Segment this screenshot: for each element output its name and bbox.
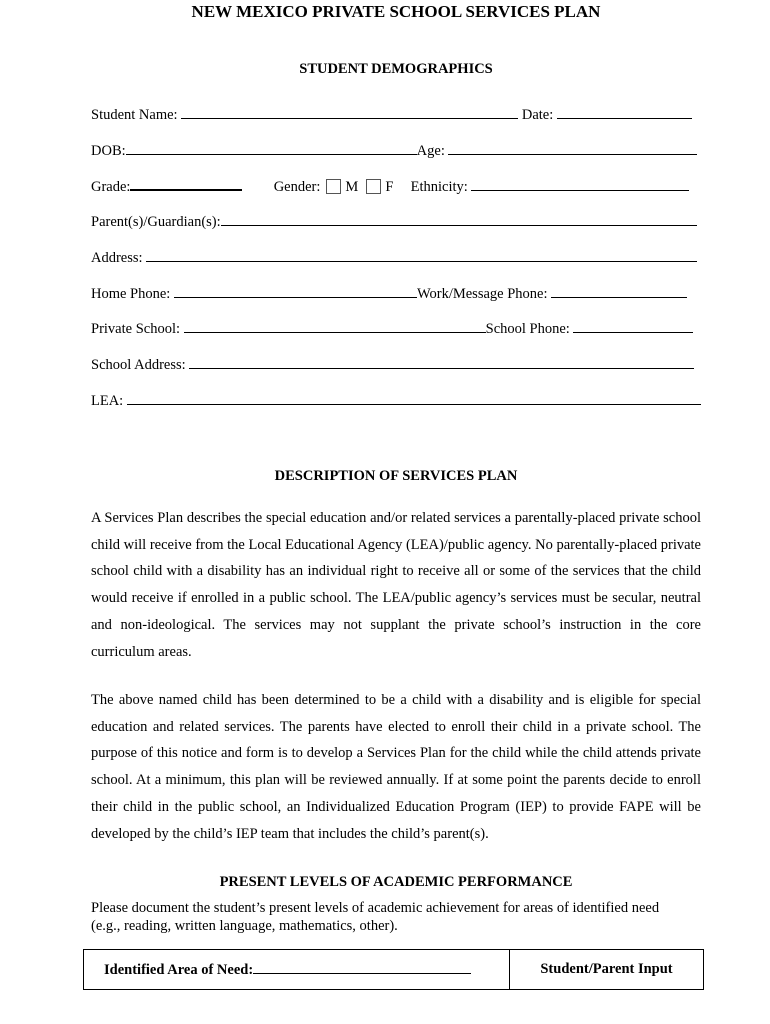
- school-phone-label: School Phone:: [485, 321, 570, 337]
- school-address-field[interactable]: [189, 354, 694, 369]
- dob-field[interactable]: [126, 140, 417, 155]
- date-label: Date:: [521, 107, 554, 123]
- student-name-label: Student Name:: [91, 107, 178, 123]
- grade-field[interactable]: [130, 175, 242, 191]
- dob-row: [91, 140, 697, 160]
- school-phone-field[interactable]: [573, 318, 693, 333]
- demographics-heading: STUDENT DEMOGRAPHICS: [299, 61, 493, 77]
- grade-row: [91, 175, 689, 196]
- age-field[interactable]: [448, 140, 697, 155]
- private-school-row: [91, 318, 693, 338]
- description-paragraph-1: A Services Plan describes the special education and/or related services a parentally-placed private school child will receive from the Local Educational Agency (LEA)/public agency. No parentally-placed private school child with a disability has an individual right to receive all or some of the services that the child would receive if enrolled in a public school. The LEA/public agency’s services must be secular, neutral and non-ideological. The services may not supplant the private school’s instruction in the core curriculum areas.: [91, 510, 701, 660]
- need-label: Identified Area of Need:: [104, 962, 254, 978]
- lea-label: LEA:: [91, 393, 124, 409]
- age-label: Age:: [416, 143, 445, 159]
- gender-f-label: F: [385, 179, 394, 195]
- gender-m-label: M: [345, 179, 359, 195]
- gender-m-checkbox[interactable]: [326, 179, 341, 194]
- school-address-label: School Address:: [91, 357, 186, 373]
- gender-f-checkbox[interactable]: [366, 179, 381, 194]
- input-cell[interactable]: [510, 950, 704, 990]
- address-label: Address:: [91, 250, 143, 266]
- lea-field[interactable]: [127, 390, 701, 405]
- private-school-label: Private School:: [91, 321, 181, 337]
- grade-label: Grade:: [91, 179, 131, 195]
- parents-field[interactable]: [221, 211, 697, 226]
- phone-row: [91, 283, 687, 303]
- description-paragraph-2: The above named child has been determined to be a child with a disability and is eligible for special education and related services. The parents have elected to enroll their child in a private school. The purpose of this notice and form is to develop a Services Plan for the child while the child attends private school. At a minimum, this plan will be reviewed annually. If at some point the parents decide to enroll their child in the public school, an Individualized Education Program (IEP) to provide FAPE will be developed by the child’s IEP team that includes the child’s parent(s).: [91, 692, 701, 842]
- performance-instructions: Please document the student’s present levels of academic achievement for areas of identified need (e.g., reading, written language, mathematics, other).: [91, 900, 660, 934]
- need-field[interactable]: [253, 960, 471, 974]
- performance-heading: PRESENT LEVELS OF ACADEMIC PERFORMANCE: [219, 874, 573, 890]
- parents-label: Parent(s)/Guardian(s):: [91, 214, 221, 230]
- work-phone-label: Work/Message Phone:: [416, 286, 548, 302]
- ethnicity-label: Ethnicity:: [410, 179, 468, 195]
- home-phone-field[interactable]: [174, 283, 417, 298]
- description-heading: DESCRIPTION OF SERVICES PLAN: [274, 468, 518, 484]
- gender-label: Gender:: [273, 179, 321, 195]
- student-name-field[interactable]: [181, 104, 518, 119]
- ethnicity-field[interactable]: [471, 176, 689, 191]
- lea-row: [91, 390, 701, 410]
- school-address-row: [91, 354, 694, 374]
- work-phone-field[interactable]: [551, 283, 687, 298]
- parents-row: [91, 211, 697, 231]
- student-name-row: [91, 104, 692, 124]
- address-row: [91, 247, 697, 267]
- dob-label: DOB:: [91, 143, 126, 159]
- date-field[interactable]: [557, 104, 692, 119]
- home-phone-label: Home Phone:: [91, 286, 171, 302]
- need-cell[interactable]: [84, 950, 510, 990]
- address-field[interactable]: [146, 247, 697, 262]
- private-school-field[interactable]: [184, 318, 486, 333]
- need-table: [83, 949, 704, 990]
- form-title: NEW MEXICO PRIVATE SCHOOL SERVICES PLAN: [191, 2, 601, 21]
- input-header: Student/Parent Input: [540, 961, 673, 977]
- table-row: [84, 950, 704, 990]
